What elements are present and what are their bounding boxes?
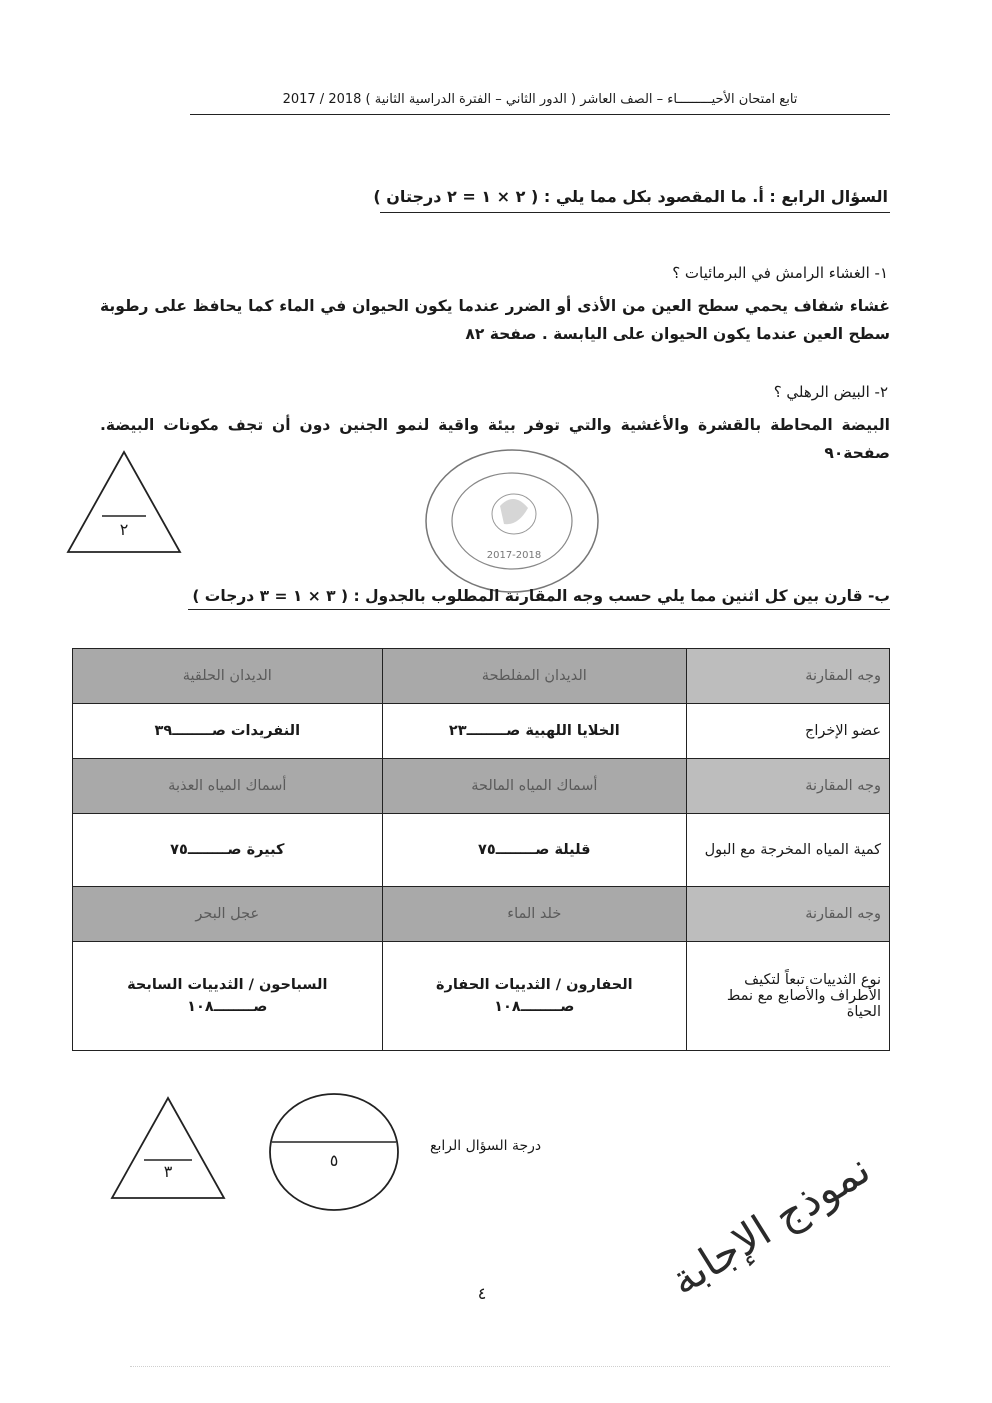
table-cell: نوع الثدييات تبعاً لتكيف الأطراف والأصابع مع نمط الحياة — [687, 942, 890, 1051]
school-stamp — [422, 446, 602, 596]
table-row — [73, 814, 890, 887]
table-cell: كبيرة صــــــــ٧٥ — [73, 814, 383, 887]
table-cell: وجه المقارنة — [687, 759, 890, 814]
total-score-value: ٥ — [329, 1151, 339, 1170]
cell-main: الحفارون / الثدييات الحفارة — [435, 977, 633, 993]
table-row — [73, 942, 890, 1051]
header-divider — [190, 114, 890, 115]
table-cell — [382, 942, 686, 1051]
cell-main: السباحون / الثدييات السابحة — [127, 977, 328, 993]
question-title: السؤال الرابع : أ. ما المقصود بكل مما يلي : ( ٢ × ١ = ٢ درجتان ) — [373, 187, 888, 206]
table-cell: وجه المقارنة — [687, 649, 890, 704]
table-row — [73, 704, 890, 759]
table-cell: عجل البحر — [73, 887, 383, 942]
score-b-value: ٣ — [163, 1162, 173, 1181]
table-cell: أسماك المياه المالحة — [382, 759, 686, 814]
table-cell: الخلايا اللهبية صــــــــ٢٣ — [382, 704, 686, 759]
table-cell: الديدان الحلقية — [73, 649, 383, 704]
table-cell: عضو الإخراج — [687, 704, 890, 759]
table-row — [73, 649, 890, 704]
table-cell — [73, 942, 383, 1051]
cell-page-ref: صــــــــ١٠٨ — [494, 999, 575, 1015]
score-triangle-b — [108, 1094, 228, 1202]
table-row — [73, 759, 890, 814]
question-title-underline — [380, 212, 890, 213]
table-cell: وجه المقارنة — [687, 887, 890, 942]
table-cell: قليلة صــــــــ٧٥ — [382, 814, 686, 887]
score-a-value: ٢ — [119, 520, 129, 539]
table-cell: خلد الماء — [382, 887, 686, 942]
handwritten-answer-key-note — [620, 1143, 920, 1330]
item-2-answer: البيضة المحاطة بالقشرة والأغشية والتي توفر بيئة واقية لنمو الجنين دون أن تجف مكونات البيضة. صفحة٩٠ — [100, 416, 890, 462]
scan-artifact-line — [130, 1366, 890, 1367]
svg-text:2017-2018: 2017-2018 — [486, 550, 542, 561]
part-b-underline — [188, 609, 890, 610]
item-2-title: ٢- البيض الرهلي ؟ — [773, 383, 888, 401]
score-triangle-a — [64, 448, 184, 556]
page-number: ٤ — [477, 1284, 487, 1303]
table-cell: أسماك المياه العذبة — [73, 759, 383, 814]
cell-page-ref: صــــــــ١٠٨ — [187, 999, 268, 1015]
table-row — [73, 887, 890, 942]
part-b-title: ب- قارن بين كل اثنين مما يلي حسب وجه المقارنة المطلوب بالجدول : ( ٣ × ١ = ٣ درجات ) — [192, 587, 890, 605]
comparison-table — [72, 648, 890, 1051]
total-score-label: درجة السؤال الرابع — [430, 1138, 542, 1154]
item-1-answer: غشاء شفاف يحمي سطح العين من الأذى أو الضرر عندما يكون الحيوان في الماء كما يحافظ على رطوبة سطح العين عندما يكون الحيوان على اليابسة . صفحة ٨٢ — [100, 297, 890, 343]
item-1-title: ١- الغشاء الرامش في البرمائيات ؟ — [672, 264, 888, 282]
table-cell: كمية المياه المخرجة مع البول — [687, 814, 890, 887]
exam-header: تابع امتحان الأحيـــــــــاء – الصف العاشر ( الدور الثاني – الفترة الدراسية الثانية ) 2018 / 2017 — [282, 92, 798, 107]
table-cell: الديدان المفلطحة — [382, 649, 686, 704]
table-cell: النفريدات صــــــــ٣٩ — [73, 704, 383, 759]
handwritten-text: نموذج الإجابة — [661, 1143, 879, 1306]
